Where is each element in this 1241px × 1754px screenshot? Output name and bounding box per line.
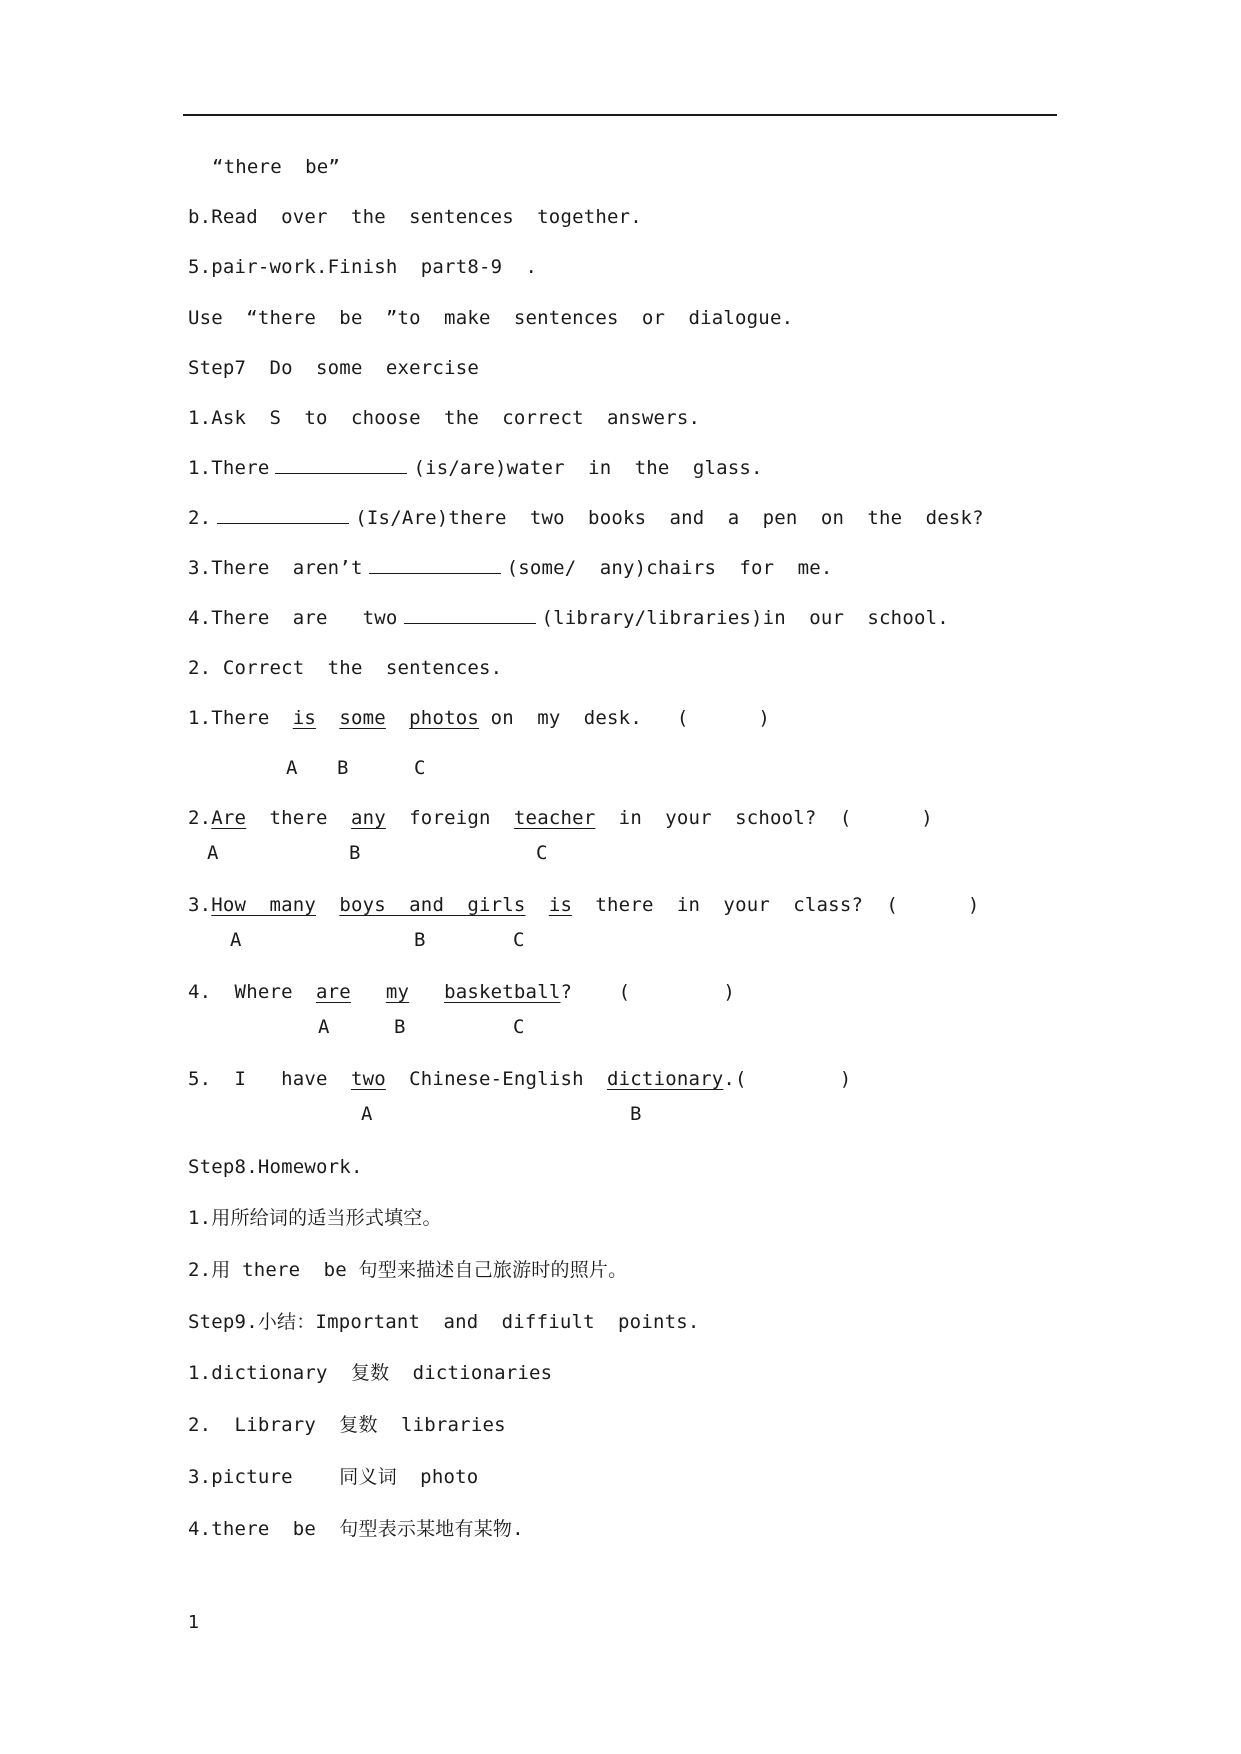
text-line: 1.用所给词的适当形式填空。	[188, 1207, 442, 1229]
text-line: 2.用 there be 句型来描述自己旅游时的照片。	[188, 1259, 628, 1281]
correction-item: 2.Are there any foreign teacher in your school? ( )	[188, 807, 933, 829]
answer-blank	[404, 622, 536, 624]
page-number: 1	[188, 1612, 200, 1633]
text-line: 1.dictionary 复数 dictionaries	[188, 1362, 553, 1384]
header-rule	[183, 114, 1057, 116]
text-line: Step8.Homework.	[188, 1156, 363, 1178]
exercise-item: 2. (Is/Are)there two books and a pen on the desk?	[188, 507, 984, 529]
correction-item: 1.There is some photos on my desk. ( )	[188, 707, 770, 729]
answer-blank	[275, 472, 407, 474]
text-line: “there be”	[212, 156, 341, 178]
exercise-item: 4.There are two (library/libraries)in our school.	[188, 607, 949, 629]
text-line: 2. Library 复数 libraries	[188, 1414, 506, 1436]
text-line: 4.there be 句型表示某地有某物.	[188, 1518, 524, 1540]
correction-item: 3.How many boys and girls is there in your class? ( )	[188, 894, 980, 916]
correction-item: 5. I have two Chinese-English dictionary.( )	[188, 1068, 852, 1090]
answer-blank	[217, 522, 349, 524]
text-line: Step9.小结：Important and diffiult points.	[188, 1311, 700, 1333]
text-line: Step7 Do some exercise	[188, 357, 479, 379]
text-line: Use “there be ”to make sentences or dialogue.	[188, 307, 794, 329]
text-line: 1.Ask S to choose the correct answers.	[188, 407, 701, 429]
text-line: 3.picture 同义词 photo	[188, 1466, 479, 1488]
exercise-item: 1.There (is/are)water in the glass.	[188, 457, 763, 479]
text-line: b.Read over the sentences together.	[188, 206, 642, 228]
answer-blank	[369, 572, 501, 574]
correction-item: 4. Where are my basketball? ( )	[188, 981, 736, 1003]
text-line: 2. Correct the sentences.	[188, 657, 503, 679]
text-line: 5.pair-work.Finish part8-9 .	[188, 256, 538, 278]
exercise-item: 3.There aren’t (some/ any)chairs for me.	[188, 557, 833, 579]
